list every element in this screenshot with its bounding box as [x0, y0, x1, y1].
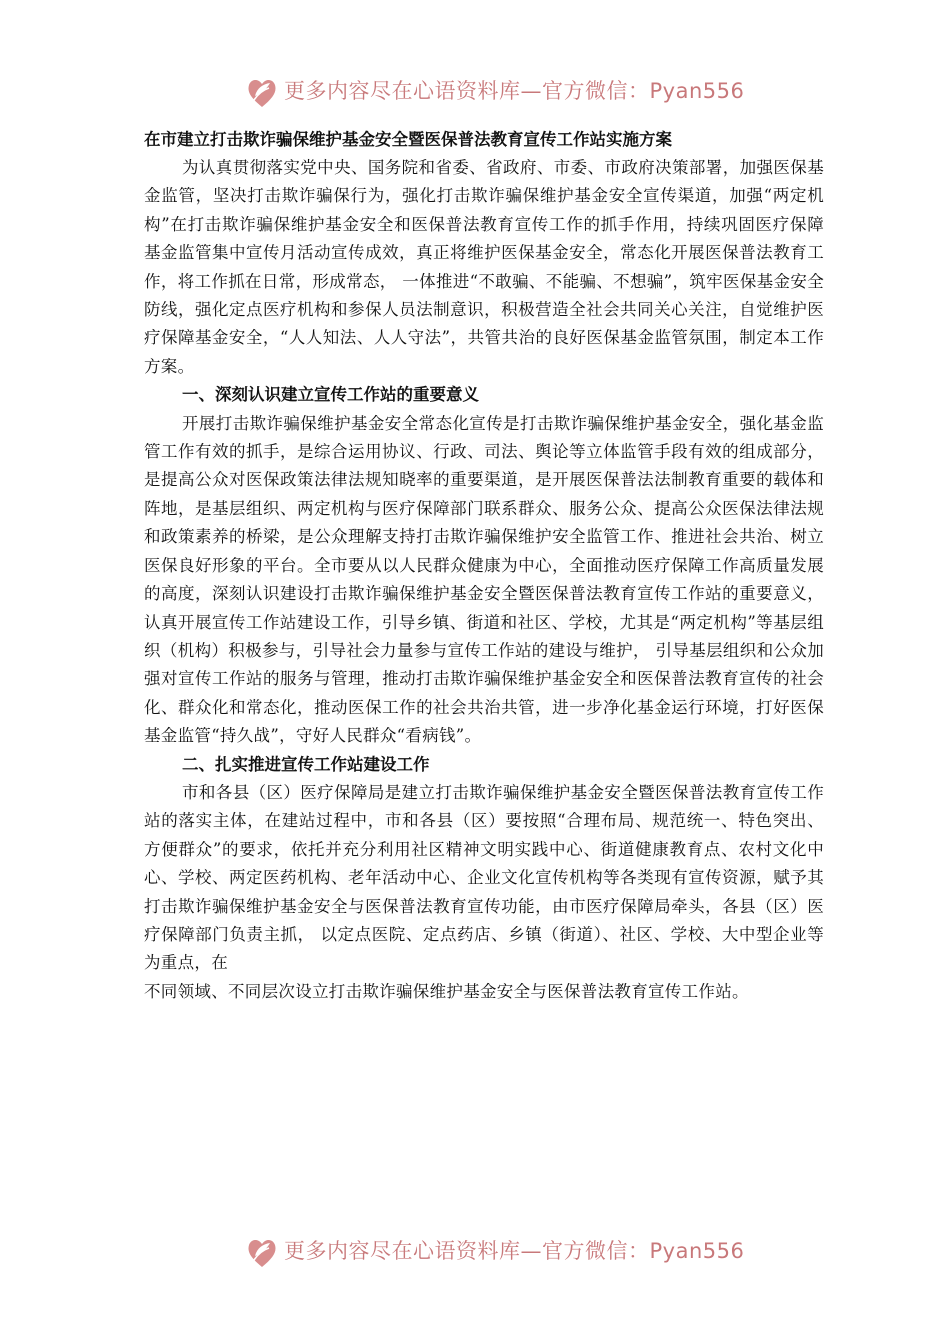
heart-leaf-logo-icon: [245, 1234, 279, 1270]
footer-watermark: [0, 1232, 950, 1272]
section-2-paragraph-tail: 不同领域、不同层次设立打击欺诈骗保维护基金安全与医保普法教育宣传工作站。: [144, 981, 749, 1001]
watermark-text: 更多内容尽在心语资料库—官方微信：Pyan556: [284, 1239, 745, 1263]
section-1-paragraph: 开展打击欺诈骗保维护基金安全常态化宣传是打击欺诈骗保维护基金安全，强化基金监管工作有效的抓手，是综合运用协议、行政、司法、舆论等立体监管手段有效的组成部分，是提高公众对医保政策法律法规知晓率的重要渠道，是开展医保普法法制教育重要的载体和阵地，是基层组织、两定机构与医疗保障部门联系群众、服务公众、提高公众医保法律法规和政策素养的桥梁，是公众理解支持打击欺诈骗保维护安全监管工作、推进社会共治、树立医保良好形象的平台。全市要从以人民群众健康为中心，全面推动医疗保障工作高质量发展的高度，深刻认识建设打击欺诈骗保维护基金安全暨医保普法教育宣传工作站的重要意义， 认真开展宣传工作站建设工作，引导乡镇、街道和社区、学校，尤其是“两定机构”等基层组织（机构）积极参与，引导社会力量参与宣传工作站的建设与维护， 引导基层组织和公众加强对宣传工作站的服务与管理，推动打击欺诈骗保维护基金安全和医保普法教育宣传的社会化、群众化和常态化，推动医保工作的社会共治共管，进一步净化基金运行环境，打好医保基金监管“持久战”，守好人民群众“看病钱”。: [144, 413, 824, 746]
section-2-paragraph: 市和各县（区）医疗保障局是建立打击欺诈骗保维护基金安全暨医保普法教育宣传工作站的落实主体，在建站过程中，市和各县（区）要按照“合理布局、规范统一、特色突出、方便群众”的要求，依托并充分利用社区精神文明实践中心、街道健康教育点、农村文化中心、学校、两定医药机构、老年活动中心、企业文化宣传机构等各类现有宣传资源，赋予其打击欺诈骗保维护基金安全与医保普法教育宣传功能，由市医疗保障局牵头，各县（区）医疗保障部门负责主抓， 以定点医院、定点药店、乡镇（街道）、社区、学校、大中型企业等为重点，在: [144, 782, 824, 973]
heart-leaf-logo-icon: [245, 74, 279, 110]
intro-paragraph: 为认真贯彻落实党中央、国务院和省委、省政府、市委、市政府决策部署，加强医保基金监管，坚决打击欺诈骗保行为，强化打击欺诈骗保维护基金安全宣传渠道，加强“两定机构”在打击欺诈骗保维护基金安全和医保普法教育宣传工作的抓手作用，持续巩固医疗保障基金监管集中宣传月活动宣传成效，真正将维护医保基金安全，常态化开展医保普法教育工作，将工作抓在日常，形成常态， 一体推进“不敢骗、不能骗、不想骗”，筑牢医保基金安全防线，强化定点医疗机构和参保人员法制意识，积极营造全社会共同关心关注，自觉维护医疗保障基金安全，“人人知法、人人守法”，共管共治的良好医保基金监管氛围，制定本工作方案。: [144, 158, 824, 376]
section-1-heading: 一、深刻认识建立宣传工作站的重要意义: [182, 385, 479, 405]
watermark-text: 更多内容尽在心语资料库—官方微信：Pyan556: [284, 79, 745, 103]
section-2-heading: 二、扎实推进宣传工作站建设工作: [182, 754, 430, 774]
header-watermark: [0, 72, 950, 112]
document-body: [144, 126, 824, 1006]
document-title: 在市建立打击欺诈骗保维护基金安全暨医保普法教育宣传工作站实施方案: [144, 130, 672, 149]
